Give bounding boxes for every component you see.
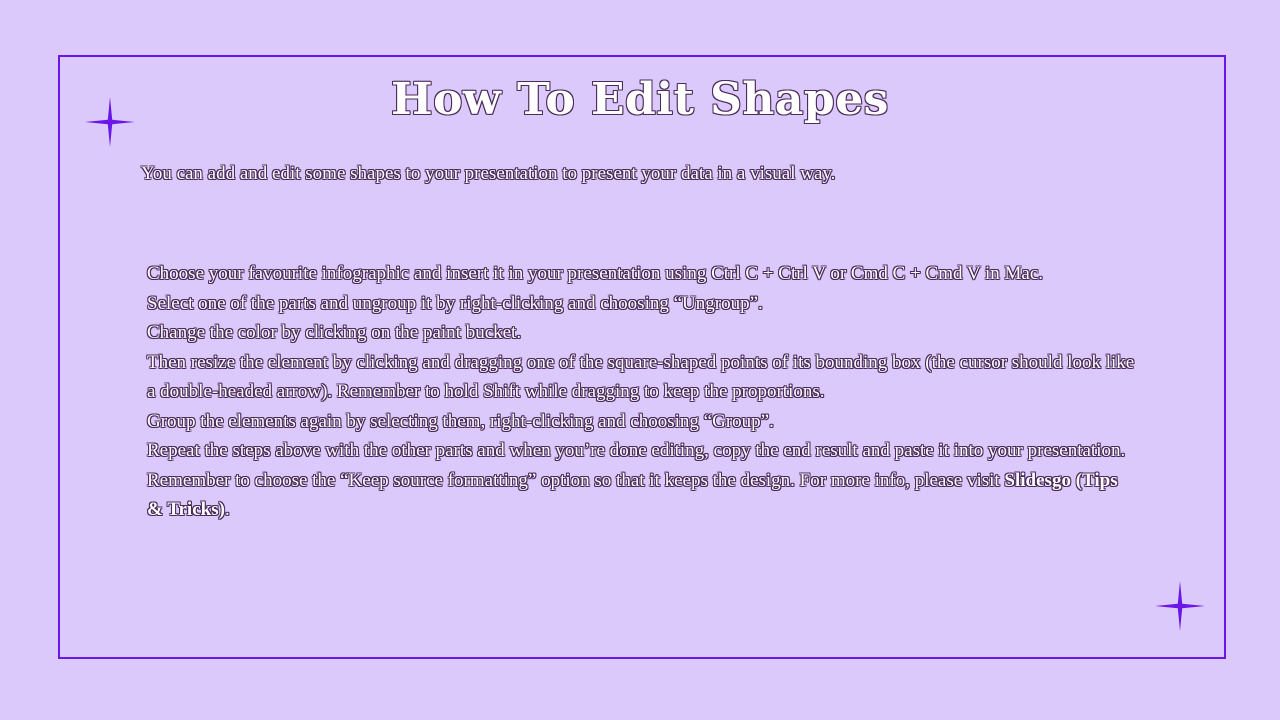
slide-title: How To Edit Shapes [391, 74, 889, 125]
steps-list [147, 259, 1137, 525]
step-item: Choose your favourite infographic and insert it in your presentation using Ctrl C + Ctrl V or Cmd C + Cmd V in Mac. [147, 263, 1044, 284]
step-text: . [224, 499, 230, 520]
step-item: Then resize the element by clicking and dragging one of the square-shaped points of its bounding box (the cursor should look like a double-headed arrow). Remember to hold Shift while dragging to keep the proportions. [147, 351, 1135, 402]
step-item: Select one of the parts and ungroup it by right-clicking and choosing “Ungroup”. [147, 292, 763, 314]
sparkle-icon [1155, 581, 1205, 631]
sparkle-icon-svg [1155, 581, 1205, 631]
slidesgo-link[interactable]: Slidesgo [1004, 469, 1071, 491]
step-item: Repeat the steps above with the other parts and when you’re done editing, copy the end result and paste it into your presentation. [147, 440, 1126, 461]
step-item: Group the elements again by selecting them, right-clicking and choosing “Group”. [147, 410, 774, 432]
step-item-last [147, 466, 1137, 525]
slide-subtitle: You can add and edit some shapes to your presentation to present your data in a visual way. [141, 163, 836, 184]
tips-tricks-link[interactable]: (Tips & Tricks) [147, 469, 1118, 520]
step-text: Remember to choose the “Keep source formatting” option so that it keeps the design. For more info, please visit [147, 469, 1005, 491]
step-item: Change the color by clicking on the paint bucket. [147, 322, 522, 343]
